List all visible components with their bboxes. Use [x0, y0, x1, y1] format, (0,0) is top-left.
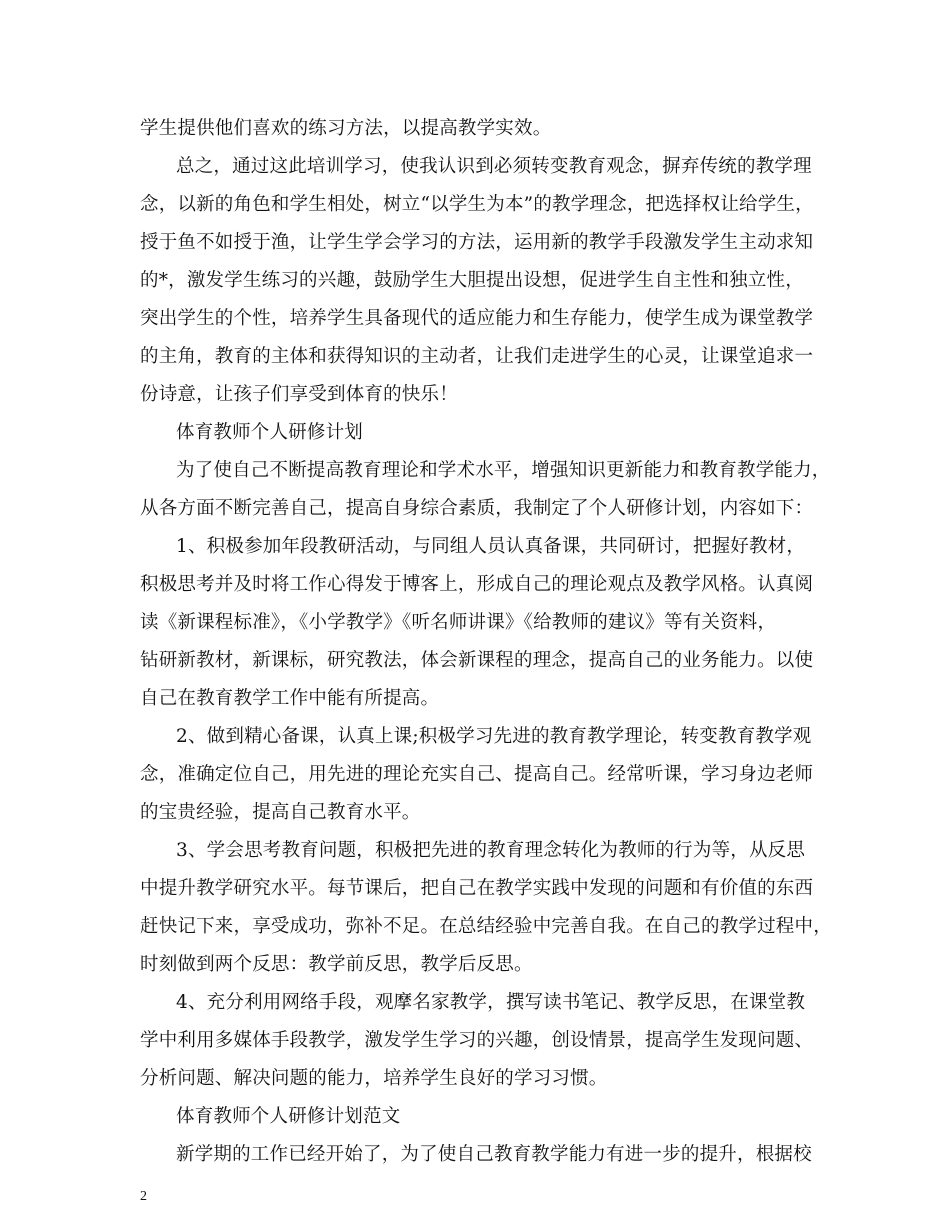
text-line: 突出学生的个性，培养学生具备现代的适应能力和生存能力，使学生成为课堂教学 — [140, 308, 814, 329]
text-line: 读《新课程标准》，《小学教学》《听名师讲课》《给教师的建议》等有关资料， — [140, 612, 777, 633]
text-line: 念，以新的角色和学生相处，树立“以学生为本”的教学理念，把选择权让给学生， — [140, 194, 814, 215]
text-line: 学生提供他们喜欢的练习方法，以提高教学实效。 — [140, 118, 552, 139]
text-line: 1、积极参加年段教研活动，与同组人员认真备课，共同研讨，把握好教材， — [176, 536, 806, 557]
text-line: 新学期的工作已经开始了，为了使自己教育教学能力有进一步的提升，根据校 — [176, 1144, 812, 1165]
text-line: 授于鱼不如授于渔，让学生学会学习的方法，运用新的教学手段激发学生主动求知 — [140, 232, 814, 253]
text-line: 的宝贵经验，提高自己教育水平。 — [140, 802, 421, 823]
text-line: 时刻做到两个反思：教学前反思，教学后反思。 — [140, 954, 533, 975]
text-line: 3、学会思考教育问题，积极把先进的教育理念转化为教师的行为等，从反思 — [176, 840, 806, 861]
text-line: 为了使自己不断提高教育理论和学术水平，增强知识更新能力和教育教学能力， — [176, 460, 831, 481]
page-number: 2 — [140, 1189, 147, 1204]
section-heading: 体育教师个人研修计划范文 — [176, 1106, 401, 1127]
text-line: 总之，通过这此培训学习，使我认识到必须转变教育观念，摒弃传统的教学理 — [176, 156, 812, 177]
text-line: 钻研新教材，新课标，研究教法，体会新课程的理念，提高自己的业务能力。以使 — [140, 650, 814, 671]
text-line: 份诗意，让孩子们享受到体育的快乐！ — [140, 384, 458, 405]
text-line: 分析问题、解决问题的能力，培养学生良好的学习习惯。 — [140, 1068, 608, 1089]
text-line: 2、做到精心备课，认真上课;积极学习先进的教育教学理论，转变教育教学观 — [176, 726, 812, 747]
text-line: 的主角，教育的主体和获得知识的主动者，让我们走进学生的心灵，让课堂追求一 — [140, 346, 814, 367]
text-line: 自己在教育教学工作中能有所提高。 — [140, 688, 440, 709]
text-line: 学中利用多媒体手段教学，激发学生学习的兴趣，创设情景，提高学生发现问题、 — [140, 1030, 814, 1051]
text-line: 中提升教学研究水平。每节课后，把自己在教学实践中发现的问题和有价值的东西 — [140, 878, 814, 899]
text-line: 赶快记下来，享受成功，弥补不足。在总结经验中完善自我。在自己的教学过程中， — [140, 916, 832, 937]
text-line: 念，准确定位自己，用先进的理论充实自己、提高自己。经常听课，学习身边老师 — [140, 764, 814, 785]
section-heading: 体育教师个人研修计划 — [176, 422, 364, 443]
text-line: 积极思考并及时将工作心得发于博客上，形成自己的理论观点及教学风格。认真阅 — [140, 574, 814, 595]
text-line: 从各方面不断完善自己，提高自身综合素质，我制定了个人研修计划，内容如下： — [140, 498, 814, 519]
text-line: 4、充分利用网络手段，观摩名家教学，撰写读书笔记、教学反思，在课堂教 — [176, 992, 806, 1013]
text-line: 的*，激发学生练习的兴趣，鼓励学生大胆提出设想，促进学生自主性和独立性， — [140, 270, 804, 291]
